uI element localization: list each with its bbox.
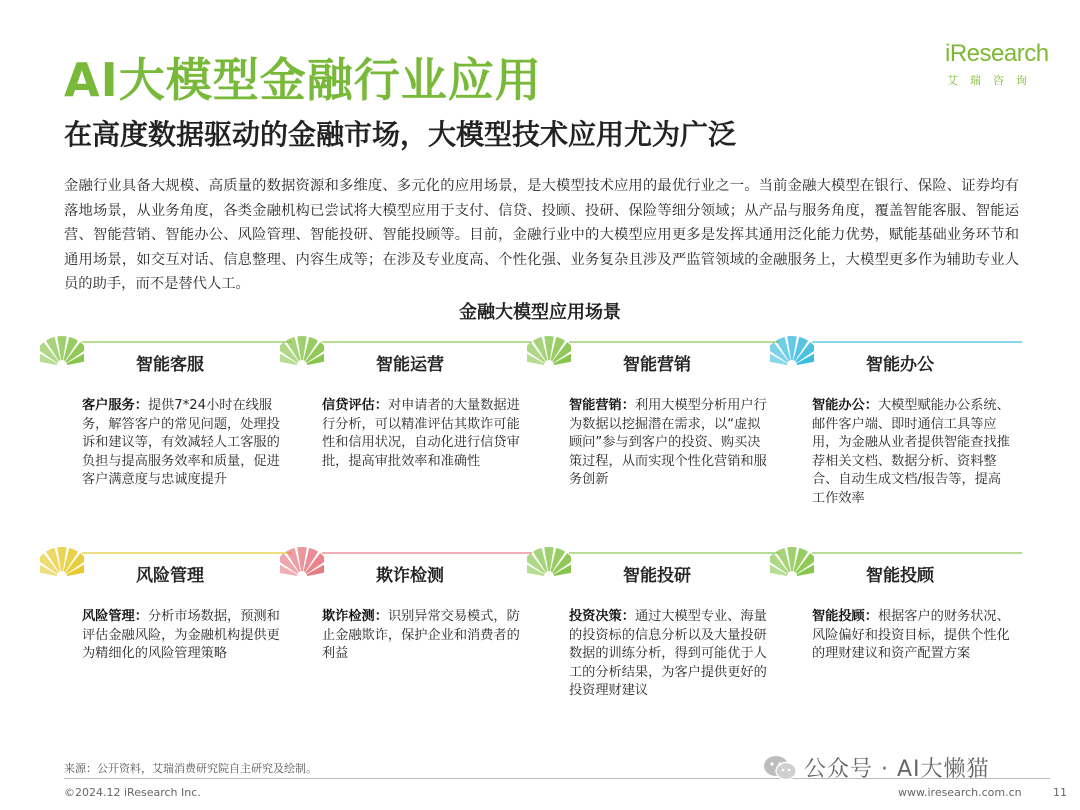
card-body (82, 397, 282, 490)
card-smart-operations (290, 330, 530, 530)
card-smart-marketing (537, 330, 777, 530)
card-divider (812, 341, 1022, 343)
page-number: 11 (1053, 786, 1067, 799)
website-link: www.iresearch.com.cn (898, 786, 1022, 799)
card-body-text: 提供7*24小时在线服务，解答客户的常见问题，处理投诉和建议等，有效减轻人工客服的负担与提高服务效率和质量，促进客户满意度与忠诚度提升 (82, 398, 280, 488)
card-body (569, 397, 769, 490)
card-divider (569, 341, 779, 343)
card-body (322, 608, 522, 664)
source-note: 来源：公开资料，艾瑞消费研究院自主研究及绘制。 (64, 762, 317, 775)
card-body-lead: 信贷评估： (322, 398, 388, 413)
card-title: 智能营销 (623, 355, 691, 375)
card-body-lead: 智能办公： (812, 398, 878, 413)
card-body-lead: 投资决策： (569, 609, 635, 624)
card-body-lead: 欺诈检测： (322, 609, 388, 624)
card-divider (322, 552, 532, 554)
card-body-text: 大模型赋能办公系统、邮件客户端、即时通信工具等应用，为金融从业者提供智能查找推荐相关文档、数据分析、资料整合、自动生成文档/报告等，提高工作效率 (812, 398, 1010, 506)
card-title: 欺诈检测 (376, 566, 444, 586)
card-body (569, 608, 769, 701)
page-subtitle: 在高度数据驱动的金融市场，大模型技术应用尤为广泛 (64, 118, 737, 151)
logo-main-text: iResearch (945, 40, 1049, 67)
logo-sub-text: 艾瑞咨询 (947, 74, 1039, 87)
card-divider (569, 552, 779, 554)
card-title: 智能投顾 (866, 566, 934, 586)
card-body (812, 608, 1012, 664)
intro-paragraph: 金融行业具备大规模、高质量的数据资源和多维度、多元化的应用场景，是大模型技术应用的最优行业之一。当前金融大模型在银行、保险、证券均有落地场景，从业务角度，各类金融机构已尝试将大模型应用于支付、信贷、投顾、投研、保险等细分领域；从产品与服务角度，覆盖智能客服、智能运营、智能营销、智能办公、风险管理、智能投研、智能投顾等。目前，金融行业中的大模型应用更多是发挥其通用泛化能力优势，赋能基础业务环节和通用场景，如交互对话、信息整理、内容生成等；在涉及专业度高、个性化强、业务复杂且涉及严监管领域的金融服务上，大模型更多作为辅助专业人员的助手，而不是替代人工。 (64, 178, 1019, 292)
card-body-text: 对申请者的大量数据进行分析，可以精准评估其欺诈可能性和信用状况，自动化进行信贷审批，提高审批效率和准确性 (322, 398, 520, 469)
card-divider (812, 552, 1022, 554)
section-title: 金融大模型应用场景 (459, 302, 621, 323)
card-body-lead: 客户服务： (82, 398, 148, 413)
card-body-text: 识别异常交易模式，防止金融欺诈，保护企业和消费者的利益 (322, 609, 520, 662)
watermark-text: 公众号 · AI大懒猫 (804, 757, 990, 782)
card-title: 智能客服 (136, 355, 204, 375)
wechat-icon (762, 754, 798, 782)
card-title: 智能运营 (376, 355, 444, 375)
card-smart-office (780, 330, 1020, 530)
card-fraud-detection (290, 541, 530, 741)
card-body-lead: 智能投顾： (812, 609, 878, 624)
card-divider (82, 552, 292, 554)
iresearch-logo (945, 40, 1055, 96)
card-title: 智能办公 (866, 355, 934, 375)
card-body-lead: 风险管理： (82, 609, 148, 624)
card-body-text: 利用大模型分析用户行为数据以挖掘潜在需求，以“虚拟顾问”参与到客户的投资、购买决策过程，从而实现个性化营销和服务创新 (569, 398, 767, 488)
card-body (82, 608, 282, 664)
card-body-text: 通过大模型专业、海量的投资标的信息分析以及大量投研数据的训练分析，得到可能优于人工的分析结果，为客户提供更好的投资理财建议 (569, 609, 767, 699)
card-title: 智能投研 (623, 566, 691, 586)
card-divider (82, 341, 292, 343)
card-smart-investment-advisory (780, 541, 1020, 741)
card-divider (322, 341, 532, 343)
card-body (322, 397, 522, 471)
card-body-text: 分析市场数据，预测和评估金融风险，为金融机构提供更为精细化的风险管理策略 (82, 609, 280, 662)
card-smart-customer-service (50, 330, 290, 530)
card-body-lead: 智能营销： (569, 398, 635, 413)
copyright: ©2024.12 iResearch Inc. (64, 786, 201, 799)
card-risk-management (50, 541, 290, 741)
card-body-text: 根据客户的财务状况、风险偏好和投资目标，提供个性化的理财建议和资产配置方案 (812, 609, 1010, 662)
page-title: AI大模型金融行业应用 (64, 53, 542, 107)
card-title: 风险管理 (136, 566, 204, 586)
card-smart-investment-research (537, 541, 777, 741)
card-body (812, 397, 1012, 509)
